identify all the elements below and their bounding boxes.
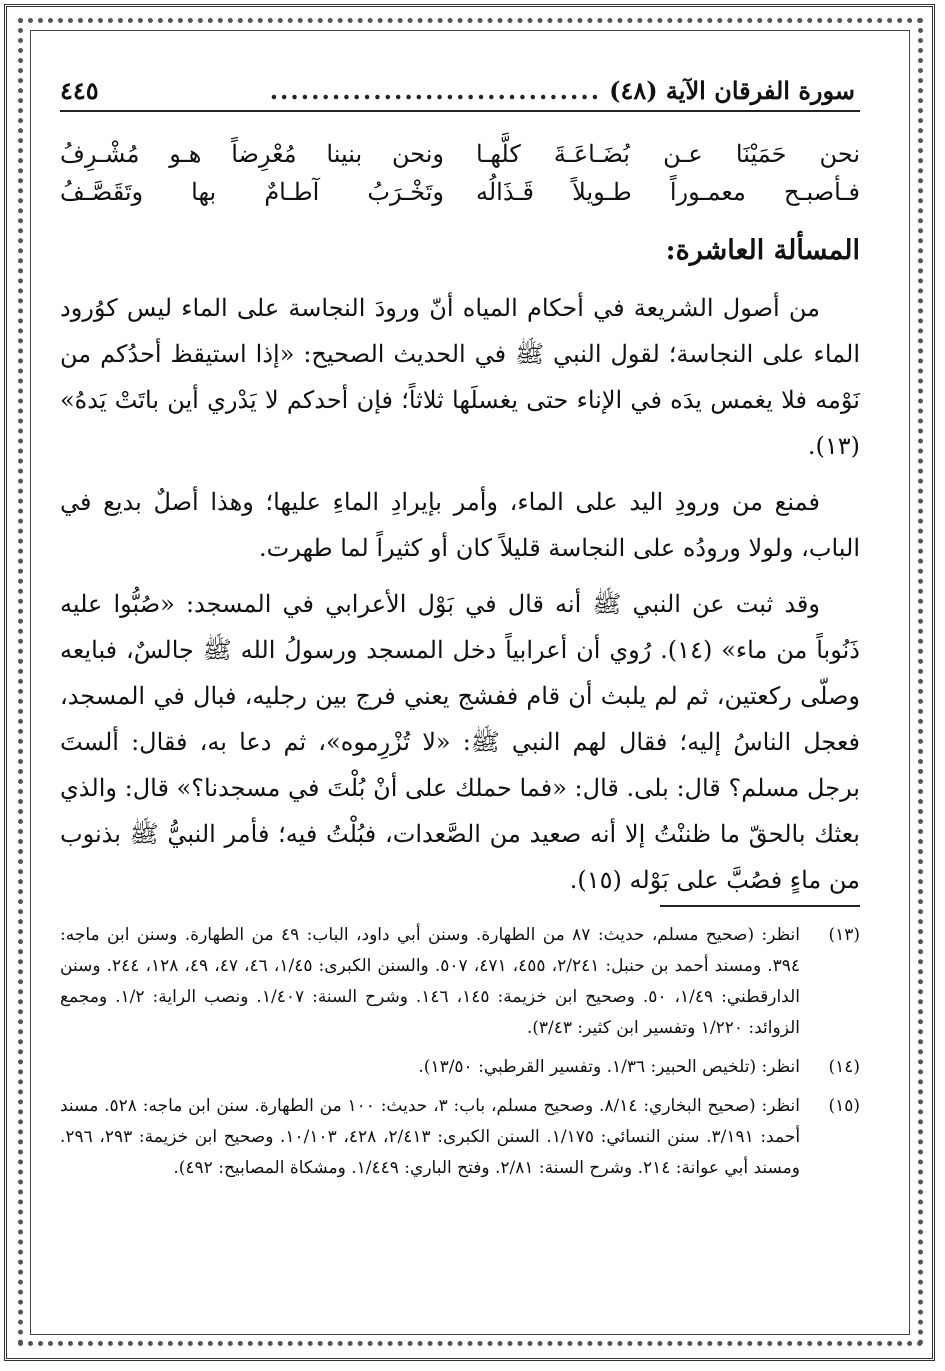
paragraph: فمنع من ورودِ اليد على الماء، وأمر بإيرادِ الماءِ عليها؛ وهذا أصلٌ بديع في الباب، ولولا ورودُه على النجاسة قليلاً كان أو كثيراً لما طهرت. [60, 488, 860, 562]
poem-verse-1 [60, 135, 860, 173]
footnote-item [60, 920, 860, 1044]
footnotes [60, 920, 860, 1192]
paragraph: من أصول الشريعة في أحكام المياه أنّ ورودَ النجاسة على الماء ليس كوُرود الماء على النجاسة؛ لقول النبي ﷺ في الحديث الصحيح: «إذا استيقظ أحدُكم من نَوْمه فلا يغمس يدَه في الإناء حتى يغسلَها ثلاثاً؛ فإن أحدكم لا يَدْري أين باتَتْ يَدهُ» (١٣). [60, 294, 860, 460]
page-number: ٤٤٥ [60, 75, 99, 105]
verse-1-second-hemistich: ونحن بنينا مُعْرِضاً هـو مُشْـرِفُ [60, 140, 444, 168]
header-dots: ................................ [269, 75, 602, 105]
body-text [60, 285, 860, 913]
poem-verse-2 [60, 173, 860, 211]
footnote-item [60, 1091, 860, 1184]
running-header [60, 70, 860, 112]
footnote-separator [660, 905, 860, 907]
paragraph: وقد ثبت عن النبي ﷺ أنه قال في بَوْل الأعرابي في المسجد: «صُبُّوا عليه ذَنُوباً من ماء» (١٤). رُوي أن أعرابياً دخل المسجد ورسولُ الله ﷺ جالسٌ، فبايعه وصلّى ركعتين، ثم لم يلبث أن قام ففشج يعني فرج بين رجليه، فبال في المسجد، فعجل الناسُ إليه؛ فقال لهم النبي ﷺ: «لا تُزْرِموه»، ثم دعا به، فقال: ألستَ برجل مسلم؟ قال: بلى. قال: «فما حملك على أنْ بُلْتَ في مسجدنا؟» قال: والذي بعثك بالحقّ ما ظننْتُ إلا أنه صعيد من الصَّعدات، فبُلْتُ فيه؛ فأمر النبيُّ ﷺ بذنوب من ماءٍ فصُبَّ على بَوْله (١٥). [60, 590, 861, 894]
book-page [60, 60, 860, 1320]
footnote-text: انظر: (صحيح البخاري: ٨/١٤. وصحيح مسلم، باب: ٣، حديث: ١٠٠ من الطهارة. سنن ابن ماجه: ٥٢٨. مسند أحمد: ٣/١٩١. سنن النسائي: ١/١٧٥. السنن الكبرى: ٢/٤١٣، ٤٢٨، ١٠/١٠٣. وصحيح ابن خزيمة: ٢٩٣، ٢٩٦. ومسند أبي عوانة: ٢١٤. وشرح السنة: ٢/٨١. وفتح الباري: ١/٤٤٩. ومشكاة المصابيح: ٤٩٢). [60, 1096, 801, 1178]
verse-2-first-hemistich: فـأصبـح معمـوراً طـويلاً قَـذَالُه [476, 178, 860, 206]
footnote-number: (١٣) [828, 925, 860, 945]
footnote-item [60, 1052, 860, 1083]
poem-block [60, 135, 860, 211]
footnote-number: (١٥) [828, 1096, 860, 1116]
footnote-number: (١٤) [828, 1057, 860, 1077]
verse-1-first-hemistich: نحن حَمَيْنَا عـن بُضَـاعَـةَ كلَّهـا [476, 140, 860, 168]
section-heading: المسألة العاشرة: [665, 235, 860, 266]
header-title: سورة الفرقان الآية (٤٨) [609, 75, 855, 105]
verse-2-second-hemistich: وتَخْـرَبُ آطـامٌ بها وتَقَصَّـفُ [60, 178, 444, 206]
footnote-text: انظر: (صحيح مسلم، حديث: ٨٧ من الطهارة. وسنن أبي داود، الباب: ٤٩ من الطهارة. وسنن ابن ماجه: ٣٩٤. ومسند أحمد بن حنبل: ٢/٢٤١، ٤٥٥، ٤٧١، ٥٠٧. والسنن الكبرى: ١/٤٥، ٤٦، ٤٧، ٤٩، ١٢٨، ٢٤٤. وسنن الدارقطني: ١/٤٩، ٥٠. وصحيح ابن خزيمة: ١٤٥، ١٤٦. وشرح السنة: ١/٤٠٧. ونصب الراية: ١/٢. ومجمع الزوائد: ١/٢٢٠ وتفسير ابن كثير: ٣/٤٣). [60, 925, 801, 1038]
footnote-text: انظر: (تلخيص الحبير: ١/٣٦. وتفسير القرطبي: ١٣/٥٠). [418, 1057, 800, 1077]
